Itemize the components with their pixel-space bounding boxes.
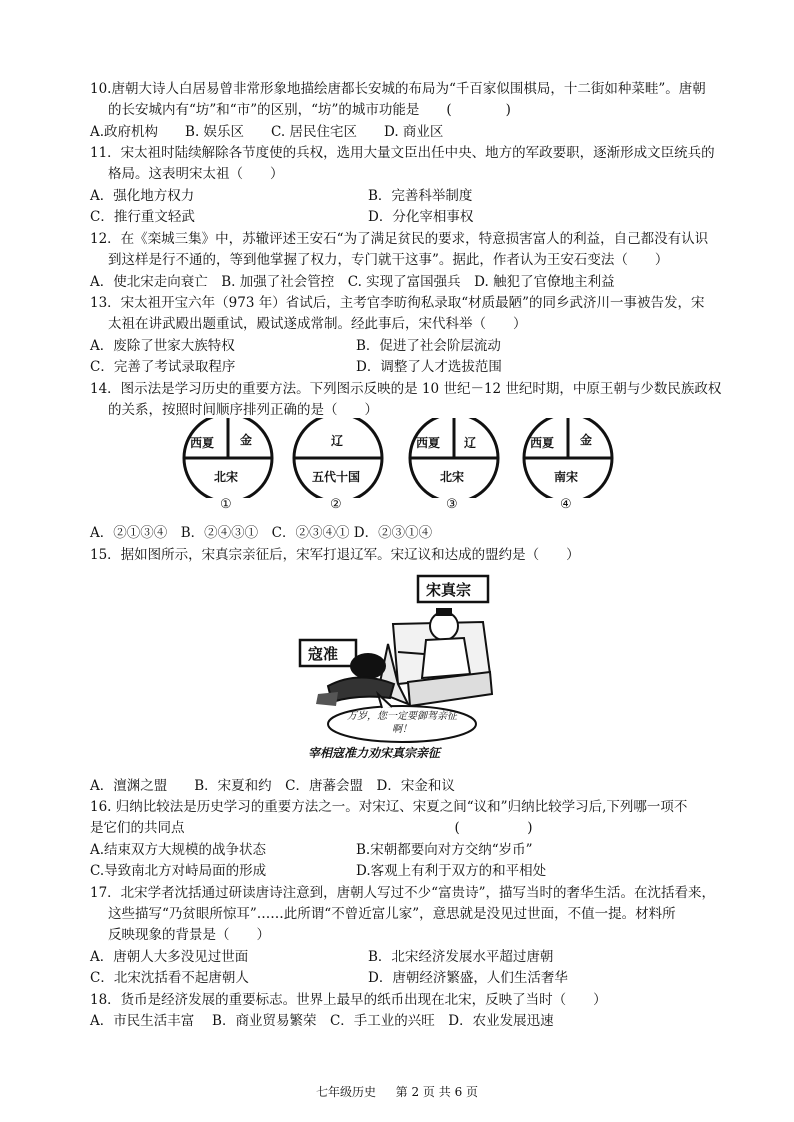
- circle-3-shape: [406, 418, 502, 498]
- cartoon-image: [298, 574, 494, 760]
- q14-stem-line-1: 14．图示法是学习历史的重要方法。下列图示反映的是 10 世纪－12 世纪时期，中原王朝与少数民族政权: [90, 381, 722, 397]
- circle-4-shape: [520, 418, 616, 498]
- q12-stem-line-2: 到这样是行不通的，等到他掌握了权力，专门就干这事”。据此，作者认为王安石变法（ ）: [108, 252, 669, 268]
- circle-2-top: 辽: [331, 434, 344, 448]
- q13-option-d: D．调整了人才选拔范围: [356, 359, 502, 375]
- q11-stem-line-1: 11．宋太祖时陆续解除各节度使的兵权，选用大量文臣出任中央、地方的军政要职，逐渐形成文臣统兵的: [90, 145, 715, 161]
- q10-options: A.政府机构 B. 娱乐区 C. 居民住宅区 D. 商业区: [90, 124, 444, 140]
- circle-3-top-left: 西夏: [416, 436, 441, 450]
- q10-stem-line-1: 10.唐朝大诗人白居易曾非常形象地描绘唐都长安城的布局为“千百家似围棋局，十二街如种菜畦”。唐朝: [90, 81, 706, 97]
- footer-subject: 七年级历史: [315, 1085, 376, 1099]
- q18-options: A．市民生活丰富 B．商业贸易繁荣 C．手工业的兴旺 D．农业发展迅速: [90, 1013, 554, 1029]
- q17-stem-line-2: 这些描写“乃贫眼所惊耳”……此所谓“不曾近富儿家”，意思就是没见过世面，不值一提。材料所: [108, 906, 676, 922]
- page-footer: [0, 1083, 794, 1100]
- q14-stem-line-2: 的关系，按照时间顺序排列正确的是（ ）: [108, 402, 378, 418]
- circle-2-bottom: 五代十国: [312, 470, 361, 484]
- circle-4-top-left: 西夏: [530, 436, 555, 450]
- q16-option-a: A.结束双方大规模的战争状态: [90, 842, 267, 858]
- q11-option-d: D．分化宰相事权: [368, 209, 474, 225]
- q15-options: A．澶渊之盟 B．宋夏和约 C．唐蕃会盟 D．宋金和议: [90, 778, 455, 794]
- circle-1-top-left: 西夏: [190, 436, 215, 450]
- q15-stem-line-1: 15．据如图所示，宋真宗亲征后，宋军打退辽军。宋辽议和达成的盟约是（ ）: [90, 547, 580, 563]
- circle-3-number: ③: [446, 497, 458, 512]
- q14-options: A．②①③④ B．②④③① C．②③④① D．②③①④: [90, 525, 433, 541]
- q12-options: A．使北宋走向衰亡 B. 加强了社会管控 C. 实现了富国强兵 D. 触犯了官僚地主利益: [90, 274, 615, 290]
- circle-3-top-right: 辽: [464, 436, 477, 450]
- circle-4-bottom: 南宋: [554, 470, 579, 484]
- circle-4-top-right: 金: [580, 433, 593, 447]
- q11-option-c: C．推行重文轻武: [90, 209, 195, 225]
- q16-option-b: B.宋朝都要向对方交纳“岁币”: [356, 842, 533, 858]
- q17-option-a: A．唐朝人大多没见过世面: [90, 949, 249, 965]
- circle-diagram-3: [406, 418, 502, 512]
- q17-option-d: D．唐朝经济繁盛，人们生活奢华: [368, 970, 568, 986]
- minister-label: 寇准: [308, 645, 339, 663]
- circle-diagram-1: [180, 418, 276, 512]
- circle-diagram-4: [520, 418, 616, 512]
- q12-stem-line-1: 12．在《栾城三集》中，苏辙评述王安石“为了满足贫民的要求，特意损害富人的利益，自己都没有认识: [90, 231, 709, 247]
- q16-stem-line-2: 是它们的共同点 ( ): [90, 820, 533, 836]
- q11-stem-line-2: 格局。这表明宋太祖（ ）: [108, 166, 284, 182]
- circle-diagram-2: [290, 418, 386, 512]
- circle-1-number: ①: [220, 497, 232, 512]
- q18-stem-line-1: 18．货币是经济发展的重要标志。世界上最早的纸币出现在北宋，反映了当时（ ）: [90, 992, 607, 1008]
- q13-option-a: A．废除了世家大族特权: [90, 338, 235, 354]
- circle-1-shape: [180, 418, 276, 498]
- q13-stem-line-1: 13．宋太祖开宝六年（973 年）省试后，主考官李昉徇私录取“材质最陋”的同乡武济川一事被告发，宋: [90, 295, 705, 311]
- q11-option-b: B．完善科举制度: [368, 188, 473, 204]
- q13-option-b: B．促进了社会阶层流动: [356, 338, 501, 354]
- q11-option-a: A．强化地方权力: [90, 188, 195, 204]
- q13-stem-line-2: 太祖在讲武殿出题重试，殿试遂成常制。经此事后，宋代科举（ ）: [108, 316, 527, 332]
- q13-option-c: C．完善了考试录取程序: [90, 359, 236, 375]
- circle-2-number: ②: [330, 497, 342, 512]
- circle-3-bottom: 北宋: [440, 470, 465, 484]
- footer-page-number: 第 2 页 共 6 页: [395, 1085, 479, 1099]
- q17-stem-line-3: 反映现象的背景是（ ）: [108, 927, 270, 943]
- cartoon-caption: 宰相寇准力劝宋真宗亲征: [308, 746, 441, 760]
- q10-stem-line-2: 的长安城内有“坊”和“市”的区别，“坊”的城市功能是 ( ): [108, 102, 511, 118]
- speech-bubble-text: 万岁，您一定要御驾亲征啊！: [347, 711, 457, 735]
- circle-1-top-right: 金: [240, 433, 253, 447]
- q16-option-c: C.导致南北方对峙局面的形成: [90, 863, 267, 879]
- circle-4-number: ④: [560, 497, 572, 512]
- q17-option-c: C．北宋沈括看不起唐朝人: [90, 970, 249, 986]
- q17-stem-line-1: 17．北宋学者沈括通过研读唐诗注意到，唐朝人写过不少“富贵诗”，描写当时的奢华生活。在沈括看来，: [90, 885, 715, 901]
- circle-2-shape: [290, 418, 386, 498]
- emperor-label: 宋真宗: [426, 581, 472, 599]
- q17-option-b: B．北宋经济发展水平超过唐朝: [368, 949, 554, 965]
- q16-stem-line-1: 16. 归纳比较法是历史学习的重要方法之一。对宋辽、宋夏之间“议和”归纳比较学习后,下列哪一项不: [90, 799, 688, 815]
- circle-1-bottom: 北宋: [214, 470, 239, 484]
- q16-option-d: D.客观上有利于双方的和平相处: [356, 863, 547, 879]
